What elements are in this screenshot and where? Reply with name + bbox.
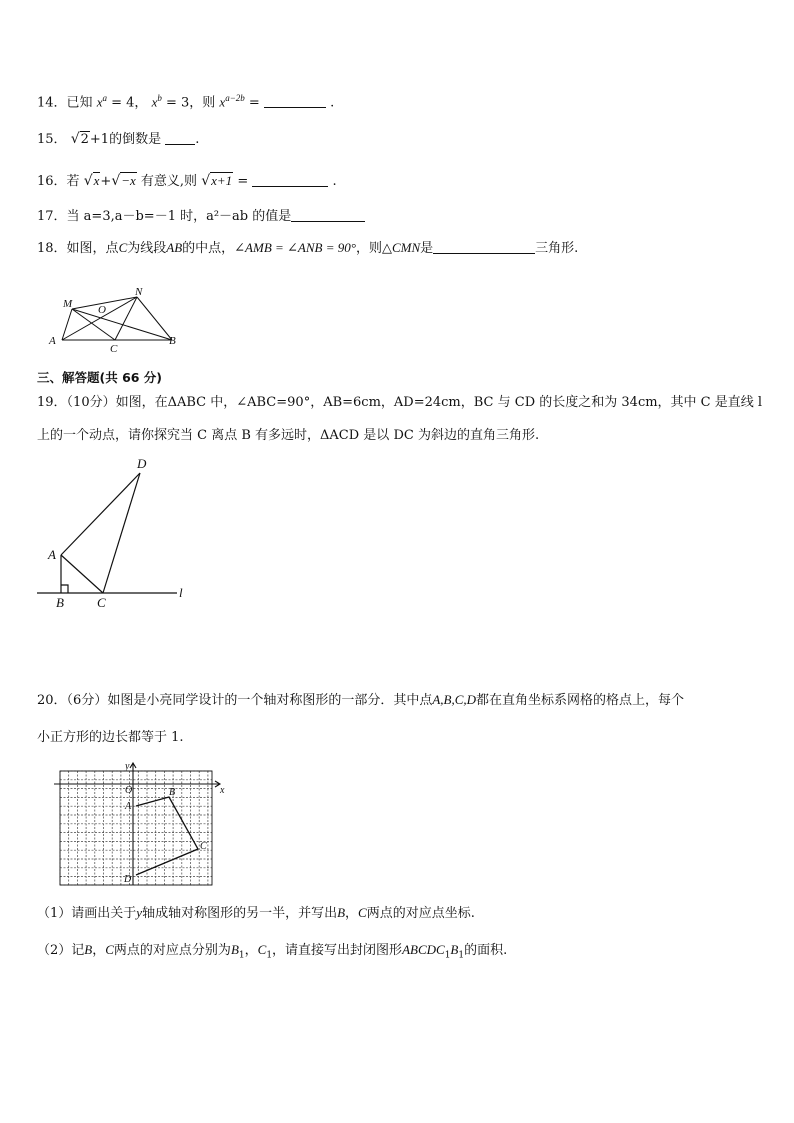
right-angle-mark [61, 585, 68, 593]
label-m: M [63, 298, 73, 310]
question-14: 14．已知 $x^a = 4$， $x^b = 3$，则 $x^{a-2b}$ = . [37, 93, 335, 111]
question-number: 17． [37, 209, 67, 224]
question-20-part2: （2）记B，C两点的对应点分别为$B_1$，$C_1$，请直接写出封闭图形$ABCDC_1B_1$的面积. [37, 942, 508, 961]
sqrt-symbol: √ [111, 173, 121, 189]
figure-18 [45, 285, 185, 355]
label-c: C [110, 343, 118, 355]
answer-blank [433, 239, 535, 254]
label-c: C [200, 841, 207, 852]
label-n: N [135, 286, 143, 298]
label-x: x [220, 785, 225, 796]
question-20-line2: 小正方形的边长都等于 1. [37, 730, 184, 745]
segment-mb [72, 309, 172, 340]
label-c: C [97, 595, 106, 610]
sqrt-symbol: √ [83, 173, 93, 189]
label-b: B [169, 335, 176, 347]
question-17: 17．当 a=3,a－b=－1 时，a²－ab 的值是 [37, 207, 365, 226]
label-o: O [125, 785, 133, 796]
label-a: A [125, 801, 132, 812]
segment-ac [61, 555, 103, 593]
grid [60, 771, 212, 885]
segment-nb [137, 297, 172, 340]
answer-blank [252, 172, 328, 187]
question-18: 18．如图，点C为线段AB的中点，∠AMB = ∠ANB = 90°，则△CMN是 三角形. [37, 240, 579, 256]
question-number: 18． [37, 241, 67, 256]
question-19-line1: 19．（10分）如图，在ΔABC 中，∠ABC=90°，AB=6cm，AD=24cm，BC 与 CD 的长度之和为 34cm，其中 C 是直线 l [37, 395, 763, 410]
question-20-part1: （1）请画出关于y轴成轴对称图形的另一半，并写出B，C两点的对应点坐标. [37, 905, 475, 921]
figure-19 [35, 455, 195, 615]
label-d: D [137, 456, 147, 471]
segment-ad [61, 473, 140, 555]
figure-20 [52, 760, 232, 890]
label-a: A [48, 547, 56, 562]
question-number: 15． [37, 132, 67, 147]
sqrt-symbol: √ [201, 173, 211, 189]
label-a: A [49, 335, 56, 347]
question-19-line2: 上的一个动点，请你探究当 C 离点 B 有多远时，ΔACD 是以 DC 为斜边的直角三角形. [37, 428, 540, 443]
answer-blank [264, 93, 326, 108]
label-b: B [56, 595, 64, 610]
label-y: y [125, 761, 130, 772]
question-number: 14． [37, 95, 67, 111]
question-16: 16．若 √x+√−x 有意义,则 √x+1 = . [37, 173, 337, 189]
label-l: l [179, 585, 183, 600]
label-b: B [169, 787, 176, 798]
shape-abcd [136, 797, 198, 875]
question-15: 15． √2+1的倒数是 . [37, 131, 200, 147]
answer-blank [291, 207, 365, 222]
sqrt-symbol: √ [70, 131, 80, 147]
answer-blank [165, 130, 195, 145]
label-d: D [124, 874, 132, 885]
question-20-line1: 20．（6分）如图是小亮同学设计的一个轴对称图形的一部分．其中点A,B,C,D都在直角坐标系网格的格点上，每个 [37, 692, 685, 708]
segment-dc [103, 473, 140, 593]
label-o: O [98, 304, 106, 316]
question-number: 16． [37, 174, 67, 189]
section-title: 三、解答题(共 66 分) [37, 370, 163, 385]
